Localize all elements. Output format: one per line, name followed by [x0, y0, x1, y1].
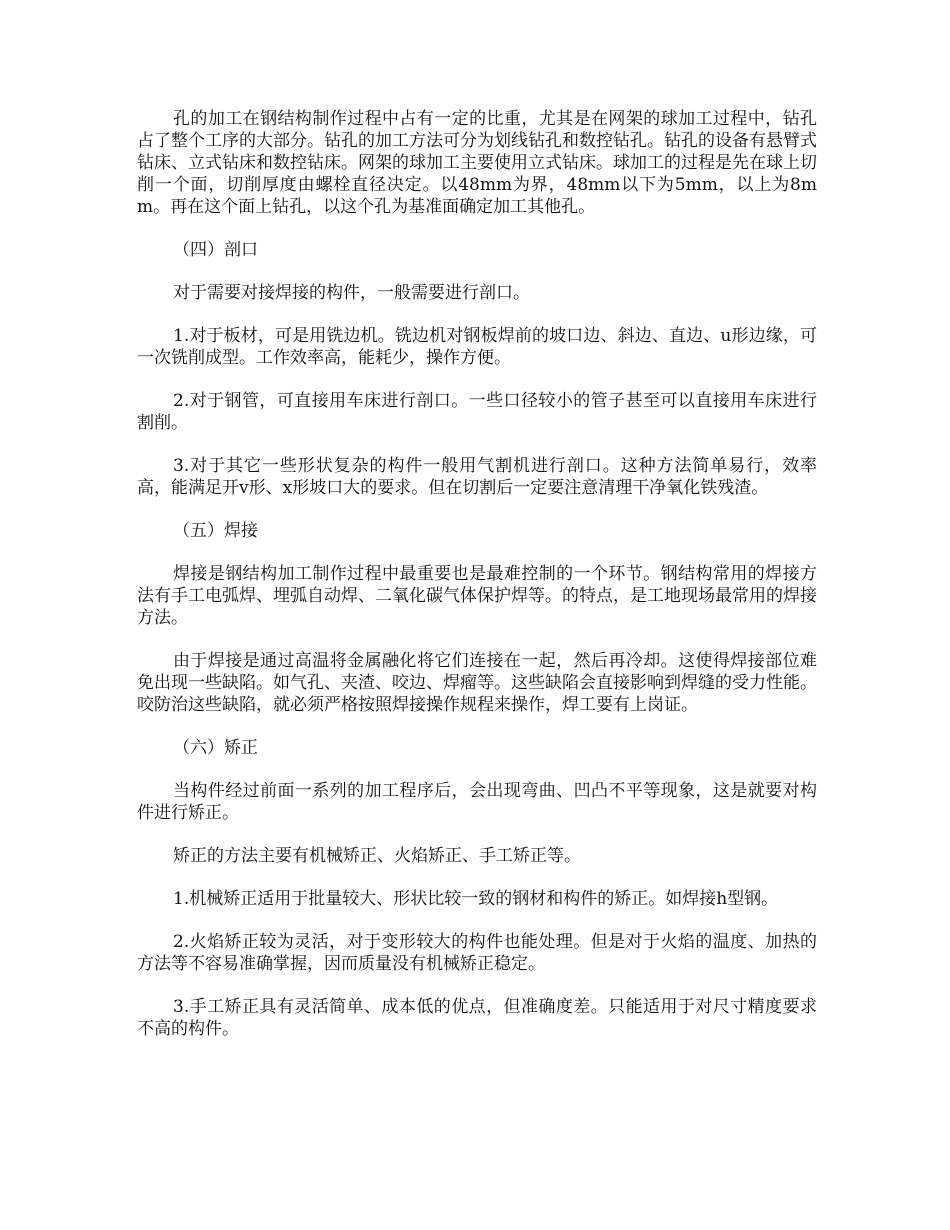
paragraph-straightening-manual: 3.手工矫正具有灵活简单、成本低的优点，但准确度差。只能适用于对尺寸精度要求不高的构件。 [137, 997, 817, 1039]
section-heading-beveling: （四）剖口 [173, 240, 258, 260]
section-heading-straightening: （六）矫正 [173, 738, 258, 758]
paragraph-welding-defects: 由于焊接是通过高温将金属融化将它们连接在一起，然后再冷却。这使得焊接部位难免出现一些缺陷。如气孔、夹渣、咬边、焊瘤等。这些缺陷会直接影响到焊缝的受力性能。咬防治这些缺陷，就必须严格按照焊接操作规程来操作，焊工要有上岗证。 [137, 651, 817, 715]
paragraph-beveling-pipe: 2.对于钢管，可直接用车床进行剖口。一些口径较小的管子甚至可以直接用车床进行割削。 [137, 391, 817, 433]
paragraph-straightening-mechanical: 1.机械矫正适用于批量较大、形状比较一致的钢材和构件的矫正。如焊接h型钢。 [173, 889, 779, 909]
paragraph-straightening-methods: 矫正的方法主要有机械矫正、火焰矫正、手工矫正等。 [173, 846, 581, 866]
paragraph-beveling-intro: 对于需要对接焊接的构件，一般需要进行剖口。 [173, 283, 530, 303]
paragraph-hole-processing: 孔的加工在钢结构制作过程中占有一定的比重，尤其是在网架的球加工过程中，钻孔占了整个工序的大部分。钻孔的加工方法可分为划线钻孔和数控钻孔。钻孔的设备有悬臂式钻床、立式钻床和数控钻床。网架的球加工主要使用立式钻床。球加工的过程是先在球上切削一个面，切削厚度由螺栓直径决定。以48mm为界，48mm以下为5mm，以上为8mm。再在这个面上钻孔，以这个孔为基准面确定加工其他孔。 [137, 109, 817, 217]
paragraph-beveling-plate: 1.对于板材，可是用铣边机。铣边机对钢板焊前的坡口边、斜边、直边、u形边缘，可一次铣削成型。工作效率高，能耗少，操作方便。 [137, 326, 817, 368]
section-heading-welding: （五）焊接 [173, 521, 258, 541]
paragraph-straightening-intro: 当构件经过前面一系列的加工程序后，会出现弯曲、凹凸不平等现象，这是就要对构件进行矫正。 [137, 781, 817, 823]
paragraph-beveling-complex: 3.对于其它一些形状复杂的构件一般用气割机进行剖口。这种方法简单易行，效率高，能满足开v形、x形坡口大的要求。但在切割后一定要注意清理干净氧化铁残渣。 [137, 456, 817, 498]
paragraph-welding-methods: 焊接是钢结构加工制作过程中最重要也是最难控制的一个环节。钢结构常用的焊接方法有手工电弧焊、埋弧自动焊、二氧化碳气体保护焊等。的特点，是工地现场最常用的焊接方法。 [137, 564, 817, 628]
document-body [137, 108, 817, 1040]
paragraph-straightening-flame: 2.火焰矫正较为灵活，对于变形较大的构件也能处理。但是对于火焰的温度、加热的方法等不容易准确掌握，因而质量没有机械矫正稳定。 [137, 932, 817, 974]
